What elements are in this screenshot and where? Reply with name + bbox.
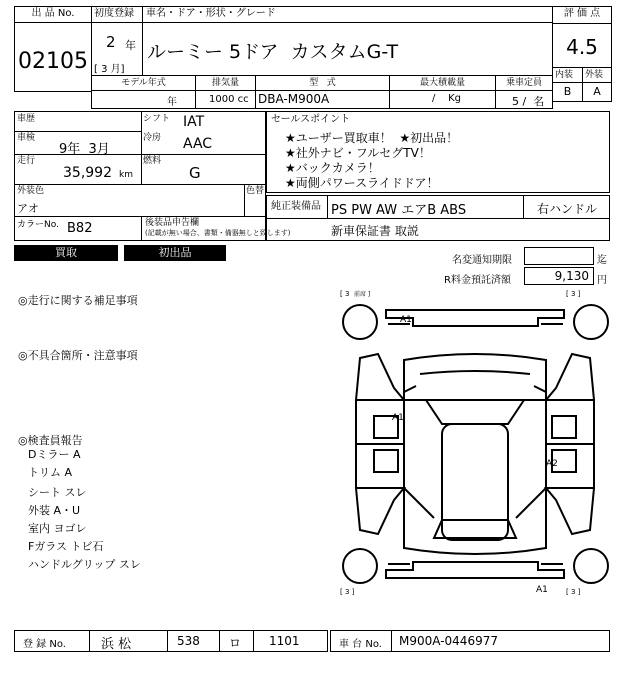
sales-point-item: ★ユーザー買取車！ ★初出品！ [285,131,459,145]
type-label: 型 式 [309,78,336,88]
inspection-label: 車検 [17,133,36,143]
lot-number: 02105 [18,49,88,74]
sales-point-item: ★バックカメラ！ [285,161,380,175]
rating-label: 評 価 点 [563,8,601,19]
ext-color: アオ [17,202,39,215]
damage-mark: A1 [400,315,412,325]
corner-label-top-left: [ 3 [340,290,350,298]
displacement-label: 排気量 [211,78,239,88]
corner-label-bottom-right: [ 3 ] [566,588,581,596]
inspector-item: Dミラー A [28,448,81,461]
registration-area: 浜 松 [101,637,132,652]
rating-box [552,6,612,102]
equipment-value: PS PW AW エアB ABS [331,203,467,218]
ac: AAC [183,136,213,152]
name-change-deadline-field [524,247,594,265]
warranty-docs: 新車保証書 取説 [331,224,419,238]
damage-mark: A2 [546,459,558,469]
fuel-label: 燃料 [143,156,162,166]
recycle-fee-unit: 円 [597,275,607,286]
color-change-label: 色替 [246,186,265,196]
corner-label-bottom-left: [ 3 ] [340,588,355,596]
inspector-item: 室内 ヨゴレ [28,522,87,535]
defects-notes-title: ◎不具合箇所・注意事項 [18,349,138,362]
damage-mark: A1 [392,413,404,423]
chassis-number: M900A-0446977 [399,634,498,648]
capacity-label: 乗車定員 [505,78,542,88]
name-change-deadline-unit: 迄 [597,255,607,266]
car-damage-diagram [338,288,612,600]
inspector-item: シート スレ [28,486,87,499]
mileage-unit: km [119,170,133,180]
type: DBA-M900A [258,92,330,106]
inspector-item: ハンドルグリップ スレ [28,558,141,571]
model-year-unit: 年 [167,97,177,108]
rating-score: 4.5 [566,35,598,59]
history-block [14,111,291,241]
color-no-label: カラーNo. [17,220,59,230]
first-registration-month: [ 3 月] [94,64,125,75]
sales-points-box [266,111,610,193]
equipment-box [266,195,610,241]
ac-label: 冷房 [143,133,162,143]
mileage: 35,992 [63,165,112,181]
chassis-number-box [330,630,610,652]
first-registration-year: 2 [106,33,116,51]
sales-point-item: ★社外ナビ・フルセグTV！ [285,146,431,160]
recycle-fee-label: R料金預託済額 [444,275,511,286]
displacement: 1000 cc [209,94,249,105]
shift-label: シフト [143,114,171,124]
interior-label: 内装 [555,70,574,80]
steering-side: 右ハンドル [537,202,598,216]
aftermarket-note: (記載が無い場合、書類・備器無しと致します) [145,229,291,237]
color-no: B82 [67,221,93,236]
corner-label-top-left-suffix: 前席 ] [354,291,371,298]
damage-mark: A1 [536,585,548,595]
name-change-deadline-label: 名変通知期限 [452,255,512,266]
history-label: 車歴 [17,114,36,124]
corner-label-top-right: [ 3 ] [566,290,581,298]
first-registration-label: 初度登録 [94,8,134,19]
driving-notes-title: ◎走行に関する補足事項 [18,294,138,307]
inspection-date: 9年 3月 [59,142,110,157]
interior-grade: B [563,85,572,98]
registration-number: 1101 [269,634,300,648]
max-load: / Kg [432,93,461,104]
first-registration-year-unit: 年 [125,39,136,52]
exterior-label: 外装 [585,70,604,80]
registration-number-box [14,630,328,652]
ext-color-label: 外装色 [17,186,45,196]
capacity: 5 / 名 [512,95,545,108]
registration-number-label: 登 録 No. [23,639,66,650]
spec-row [91,75,553,109]
recycle-fee-field [524,267,594,285]
first-registration-box [91,6,143,76]
sales-point-item: ★両側パワースライドドア！ [285,176,439,190]
registration-class: 538 [177,634,200,648]
recycle-fee-value: 9,130 [554,269,589,283]
car-name-label: 車名・ドア・形状・グレード [146,8,276,19]
max-load-label: 最大積載量 [419,78,465,88]
equipment-label: 純正装備品 [271,201,321,212]
kaitori-badge: 買取 [14,245,118,261]
inspector-item: Fガラス トビ石 [28,540,104,553]
lot-number-box [14,6,92,92]
model-year-label: モデル年式 [121,78,166,88]
inspector-item: 外装 A・U [28,504,81,517]
exterior-grade: A [593,85,601,98]
lot-number-label: 出 品 No. [31,8,75,19]
car-name: ルーミー 5ドア カスタムG-T [147,41,399,63]
registration-kana: ロ [229,636,242,650]
fuel: G [189,164,201,182]
aftermarket-label: 後装品申告欄 [145,218,200,228]
first-listing-badge: 初出品 [124,245,226,261]
chassis-number-label: 車 台 No. [339,639,382,650]
car-name-box [142,6,553,76]
shift: IAT [183,114,205,130]
inspector-item: トリム A [28,466,73,479]
sales-points-title: セールスポイント [271,114,351,125]
mileage-label: 走行 [17,156,36,166]
inspector-report-title: ◎検査員報告 [18,434,83,447]
